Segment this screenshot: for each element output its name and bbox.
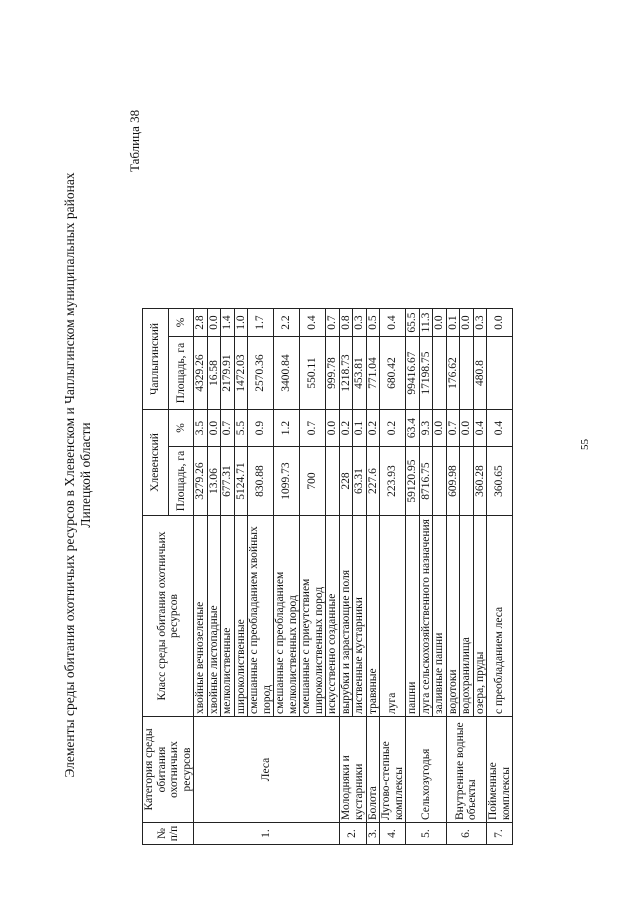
row-num: 3. bbox=[366, 823, 380, 845]
pct-khlevensky: 0.7 bbox=[300, 410, 326, 447]
pct-chaplyginsky: 0.8 bbox=[339, 309, 353, 337]
area-chaplyginsky: 2570.36 bbox=[248, 337, 274, 410]
area-chaplyginsky: 550.11 bbox=[300, 337, 326, 410]
area-chaplyginsky: 771.04 bbox=[366, 337, 380, 410]
area-chaplyginsky: 1218.73 bbox=[339, 337, 353, 410]
header-num: № п/п bbox=[143, 823, 194, 845]
row-category: Пойменные комплексы bbox=[487, 717, 513, 823]
header-pct-1: % bbox=[168, 410, 194, 447]
header-category: Категория среды обитания охотничьих ресурсов bbox=[143, 717, 194, 823]
area-khlevensky: 63.31 bbox=[353, 447, 367, 516]
row-class: хвойные вечнозеленые bbox=[194, 516, 208, 717]
row-class: лиственные кустарники bbox=[353, 516, 367, 717]
area-chaplyginsky: 1472.03 bbox=[234, 337, 248, 410]
pct-chaplyginsky: 0.0 bbox=[460, 309, 474, 337]
row-class: с преобладанием леса bbox=[487, 516, 513, 717]
area-chaplyginsky bbox=[460, 337, 474, 410]
row-num: 1. bbox=[194, 823, 340, 845]
area-khlevensky: 8716.75 bbox=[419, 447, 433, 516]
table-row bbox=[380, 309, 406, 845]
area-khlevensky: 59120.95 bbox=[406, 447, 420, 516]
area-khlevensky: 228 bbox=[339, 447, 353, 516]
area-chaplyginsky: 453.81 bbox=[353, 337, 367, 410]
area-chaplyginsky: 3400.84 bbox=[274, 337, 300, 410]
area-khlevensky: 360.28 bbox=[473, 447, 487, 516]
pct-chaplyginsky: 0.4 bbox=[380, 309, 406, 337]
pct-chaplyginsky: 2.8 bbox=[194, 309, 208, 337]
header-district-chaplyginsky: Чаплыгинский bbox=[143, 309, 169, 410]
pct-khlevensky: 0.2 bbox=[339, 410, 353, 447]
row-category: Молодняки и кустарники bbox=[339, 717, 366, 823]
row-class: луга сельскохозяйственного назначения bbox=[419, 516, 433, 717]
area-khlevensky: 3279.26 bbox=[194, 447, 208, 516]
area-chaplyginsky: 16.58 bbox=[207, 337, 221, 410]
pct-khlevensky: 63.4 bbox=[406, 410, 420, 447]
area-khlevensky: 5124.71 bbox=[234, 447, 248, 516]
pct-khlevensky: 0.1 bbox=[353, 410, 367, 447]
row-class: луга bbox=[380, 516, 406, 717]
pct-chaplyginsky: 0.4 bbox=[300, 309, 326, 337]
area-chaplyginsky: 99416.67 bbox=[406, 337, 420, 410]
row-class: смешанные с преобладанием хвойных пород bbox=[248, 516, 274, 717]
pct-khlevensky: 0.7 bbox=[221, 410, 235, 447]
pct-khlevensky: 0.0 bbox=[326, 410, 340, 447]
row-class: заливные пашни bbox=[433, 516, 447, 717]
pct-chaplyginsky: 0.5 bbox=[366, 309, 380, 337]
area-chaplyginsky: 176.62 bbox=[446, 337, 460, 410]
pct-chaplyginsky: 0.0 bbox=[487, 309, 513, 337]
row-num: 7. bbox=[487, 823, 513, 845]
row-class: водотоки bbox=[446, 516, 460, 717]
area-chaplyginsky: 2179.91 bbox=[221, 337, 235, 410]
area-khlevensky: 700 bbox=[300, 447, 326, 516]
area-chaplyginsky: 4329.26 bbox=[194, 337, 208, 410]
row-num: 6. bbox=[446, 823, 487, 845]
row-class: смешанные с приеутствием широколиственных пород bbox=[300, 516, 326, 717]
area-chaplyginsky: 480.8 bbox=[473, 337, 487, 410]
area-khlevensky bbox=[460, 447, 474, 516]
area-chaplyginsky bbox=[487, 337, 513, 410]
area-khlevensky: 677.31 bbox=[221, 447, 235, 516]
area-khlevensky: 13.06 bbox=[207, 447, 221, 516]
pct-chaplyginsky: 0.3 bbox=[473, 309, 487, 337]
pct-khlevensky: 0.0 bbox=[433, 410, 447, 447]
header-area-1: Площадь, га bbox=[168, 447, 194, 516]
row-num: 5. bbox=[406, 823, 447, 845]
row-class: широколиственные bbox=[234, 516, 248, 717]
pct-khlevensky: 5.5 bbox=[234, 410, 248, 447]
header-area-2: Площадь, га bbox=[168, 337, 194, 410]
pct-khlevensky: 9.3 bbox=[419, 410, 433, 447]
table-row bbox=[406, 309, 420, 845]
pct-chaplyginsky: 0.0 bbox=[207, 309, 221, 337]
pct-khlevensky: 0.0 bbox=[207, 410, 221, 447]
document-title: Элементы среды обитания охотничьих ресурсов в Хлевенском и Чаплыгинском муниципальных районах Липецкой области bbox=[62, 172, 93, 778]
area-chaplyginsky: 17198.75 bbox=[419, 337, 433, 410]
pct-khlevensky: 3.5 bbox=[194, 410, 208, 447]
area-chaplyginsky: 999.78 bbox=[326, 337, 340, 410]
table-row bbox=[194, 309, 208, 845]
pct-khlevensky: 0.7 bbox=[446, 410, 460, 447]
pct-chaplyginsky: 65.5 bbox=[406, 309, 420, 337]
pct-chaplyginsky: 0.0 bbox=[433, 309, 447, 337]
area-chaplyginsky: 680.42 bbox=[380, 337, 406, 410]
table-row bbox=[339, 309, 353, 845]
habitat-table bbox=[142, 308, 513, 845]
row-class: мелколиственные bbox=[221, 516, 235, 717]
pct-chaplyginsky: 0.3 bbox=[353, 309, 367, 337]
pct-khlevensky: 0.0 bbox=[460, 410, 474, 447]
pct-chaplyginsky: 0.7 bbox=[326, 309, 340, 337]
area-khlevensky: 360.65 bbox=[487, 447, 513, 516]
row-category: Лугово-степные комплексы bbox=[380, 717, 406, 823]
row-category: Болота bbox=[366, 717, 380, 823]
row-num: 2. bbox=[339, 823, 366, 845]
table-number: Таблица 38 bbox=[127, 109, 142, 172]
table-row bbox=[446, 309, 460, 845]
pct-chaplyginsky: 1.0 bbox=[234, 309, 248, 337]
header-district-khlevensky: Хлевенский bbox=[143, 410, 169, 516]
row-class: хвойные листопадные bbox=[207, 516, 221, 717]
pct-chaplyginsky: 1.7 bbox=[248, 309, 274, 337]
pct-khlevensky: 1.2 bbox=[274, 410, 300, 447]
area-khlevensky: 1099.73 bbox=[274, 447, 300, 516]
area-khlevensky: 830.88 bbox=[248, 447, 274, 516]
pct-chaplyginsky: 0.1 bbox=[446, 309, 460, 337]
row-class: водохранилища bbox=[460, 516, 474, 717]
row-class: пашни bbox=[406, 516, 420, 717]
row-num: 4. bbox=[380, 823, 406, 845]
row-class: искусственно созданные bbox=[326, 516, 340, 717]
pct-khlevensky: 0.4 bbox=[487, 410, 513, 447]
header-pct-2: % bbox=[168, 309, 194, 337]
row-class: травяные bbox=[366, 516, 380, 717]
table-row bbox=[487, 309, 513, 845]
row-category: Внутренние водные объекты bbox=[446, 717, 487, 823]
page-number: 55 bbox=[579, 439, 591, 450]
area-khlevensky: 609.98 bbox=[446, 447, 460, 516]
pct-khlevensky: 0.4 bbox=[473, 410, 487, 447]
area-chaplyginsky bbox=[433, 337, 447, 410]
pct-khlevensky: 0.2 bbox=[366, 410, 380, 447]
area-khlevensky bbox=[433, 447, 447, 516]
pct-khlevensky: 0.2 bbox=[380, 410, 406, 447]
row-class: смешанные с преобладанием мелколиственных пород bbox=[274, 516, 300, 717]
header-class: Класс среды обитания охотничьих ресурсов bbox=[143, 516, 194, 717]
area-khlevensky: 227.6 bbox=[366, 447, 380, 516]
pct-chaplyginsky: 2.2 bbox=[274, 309, 300, 337]
pct-chaplyginsky: 11.3 bbox=[419, 309, 433, 337]
table-row bbox=[366, 309, 380, 845]
row-class: озера, пруды bbox=[473, 516, 487, 717]
row-category: Сельхозугодья bbox=[406, 717, 447, 823]
row-class: вырубки и зарастающие поля bbox=[339, 516, 353, 717]
row-category: Леса bbox=[194, 717, 340, 823]
area-khlevensky: 223.93 bbox=[380, 447, 406, 516]
pct-khlevensky: 0.9 bbox=[248, 410, 274, 447]
pct-chaplyginsky: 1.4 bbox=[221, 309, 235, 337]
area-khlevensky bbox=[326, 447, 340, 516]
